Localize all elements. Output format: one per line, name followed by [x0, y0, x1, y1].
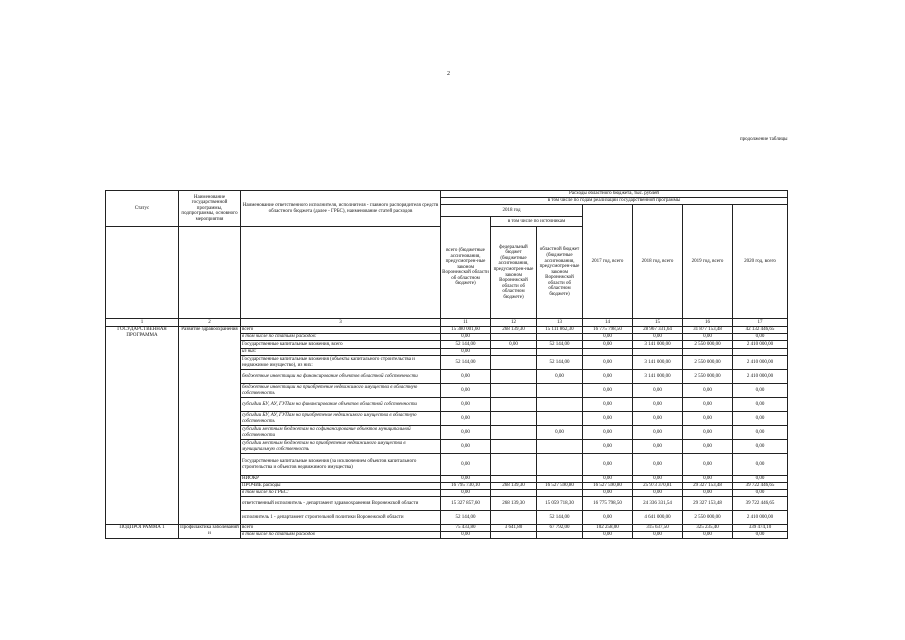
- row-value: [537, 334, 583, 341]
- row-value: 325 235,40: [683, 525, 733, 532]
- row-value: 268 139,30: [491, 327, 537, 334]
- row-value: 0,00: [683, 476, 733, 483]
- row-value: 0,00: [441, 440, 491, 454]
- header-2020-total: 2020 год, всего: [733, 205, 788, 319]
- row-label: бюджетные инвестиции на финансирование объектов областной собственности: [241, 370, 441, 384]
- row-value: 15 059 718,30: [537, 497, 583, 511]
- header-expenses: Расходы областного бюджета, тыс. рублей: [441, 191, 788, 198]
- row-value: 16 795 730,10: [441, 483, 491, 490]
- column-number: 15: [633, 319, 683, 327]
- row-label: Государственные капитальные вложения, всего: [241, 341, 441, 349]
- row-value: 39 722 446,65: [733, 497, 788, 511]
- row-value: 0,00: [733, 490, 788, 497]
- row-value: 0,00: [633, 334, 683, 341]
- row-value: [537, 454, 583, 476]
- row-label: субсидии БУ, АУ, ГУПам на финансирование объектов областной собственности: [241, 398, 441, 412]
- column-number: 1: [106, 319, 179, 327]
- header-regional: областной бюджет (бюджетные ассигнования, предусмотрен-ные законом Воронежской области об областном бюджете): [537, 227, 583, 319]
- row-value: 0,00: [583, 532, 633, 539]
- column-number: 3: [241, 319, 441, 327]
- column-number: 12: [491, 319, 537, 327]
- row-value: [491, 440, 537, 454]
- row-value: 0,00: [733, 440, 788, 454]
- page-number: 2: [447, 71, 450, 77]
- row-label: из них:: [241, 349, 441, 356]
- row-value: [491, 454, 537, 476]
- row-value: 16 527 590,80: [537, 483, 583, 490]
- row-value: 268 139,30: [491, 483, 537, 490]
- row-value: 52 144,00: [441, 356, 491, 370]
- row-value: 29 327 153,48: [683, 483, 733, 490]
- row-value: 0,00: [633, 532, 683, 539]
- row-value: 31 877 153,48: [683, 327, 733, 334]
- row-value: 0,00: [583, 511, 633, 525]
- row-label: всего: [241, 525, 441, 532]
- column-number: 16: [683, 319, 733, 327]
- column-number: 14: [583, 319, 633, 327]
- row-value: 0,00: [733, 426, 788, 440]
- row-value: 52 144,00: [441, 341, 491, 349]
- header-total: всего (бюджетные ассигнования, предусмотрен-ные законом Воронежской области об областном бюджете): [441, 217, 491, 319]
- row-value: 0,00: [441, 476, 491, 483]
- row-label: Государственные капитальные вложения (за исключением объектов капитального строительства и объектов недвижимого имущества): [241, 454, 441, 476]
- row-value: 4 641 000,00: [633, 511, 683, 525]
- row-value: 0,00: [683, 490, 733, 497]
- row-value: 0,00: [733, 532, 788, 539]
- row-value: 0,00: [633, 384, 683, 398]
- row-value: 16 775 798,50: [583, 497, 633, 511]
- row-value: 0,00: [683, 398, 733, 412]
- row-program-name: Профилактика заболеваний и: [179, 525, 241, 539]
- row-value: 0,00: [733, 412, 788, 426]
- row-value: 0,00: [683, 454, 733, 476]
- row-value: 0,00: [733, 384, 788, 398]
- row-value: 0,00: [441, 334, 491, 341]
- row-label: ответственный исполнитель - департамент здравоохранения Воронежской области: [241, 497, 441, 511]
- row-value: 15 380 001,60: [441, 327, 491, 334]
- column-number: 2: [179, 319, 241, 327]
- row-value: [537, 384, 583, 398]
- row-value: 2 410 000,00: [733, 511, 788, 525]
- row-value: [537, 398, 583, 412]
- row-value: 0,00: [441, 426, 491, 440]
- row-value: 315 637,50: [633, 525, 683, 532]
- table-row: [106, 525, 788, 532]
- row-value: 24 336 331,54: [633, 497, 683, 511]
- row-value: 25 973 370,81: [633, 483, 683, 490]
- row-value: 339 474,10: [733, 525, 788, 532]
- row-value: [537, 490, 583, 497]
- row-value: 2 550 000,00: [683, 356, 733, 370]
- row-label: субсидии БУ, АУ, ГУПам на приобретение недвижимого имущества в областную собственность: [241, 412, 441, 426]
- row-label: всего: [241, 327, 441, 334]
- row-value: 0,00: [441, 384, 491, 398]
- row-value: [491, 511, 537, 525]
- row-value: 0,00: [683, 532, 733, 539]
- row-value: 0,00: [683, 426, 733, 440]
- row-value: [491, 349, 537, 356]
- row-value: 0,00: [683, 412, 733, 426]
- row-value: 28 967 331,64: [633, 327, 683, 334]
- row-value: 0,00: [733, 476, 788, 483]
- row-label: в том числе по ГРБС:: [241, 490, 441, 497]
- row-value: [537, 349, 583, 356]
- column-number: 13: [537, 319, 583, 327]
- row-value: 0,00: [441, 490, 491, 497]
- row-value: 0,00: [583, 334, 633, 341]
- row-value: [491, 426, 537, 440]
- row-label: Государственные капитальные вложения (объекты капитального строительства и недвижимое имущество), из них:: [241, 356, 441, 370]
- header-by-years: в том числе по годам реализации государственной программы: [441, 198, 788, 205]
- header-executor: Наименование ответственного исполнителя, исполнителя - главного распорядителя средств областного бюджета (далее - ГРБС), наименование статей расходов: [241, 191, 441, 227]
- row-label: бюджетные инвестиции на приобретение недвижимого имущества в областную собственность: [241, 384, 441, 398]
- row-value: 0,00: [633, 426, 683, 440]
- row-value: [633, 349, 683, 356]
- row-value: 0,00: [583, 426, 633, 440]
- row-value: 0,00: [583, 412, 633, 426]
- row-value: 0,00: [733, 334, 788, 341]
- header-by-sources: в том числе по источникам: [491, 217, 583, 227]
- row-value: 0,00: [537, 370, 583, 384]
- row-value: 29 327 153,48: [683, 497, 733, 511]
- row-label: ПРОЧИЕ расходы: [241, 483, 441, 490]
- row-value: 15 111 862,30: [537, 327, 583, 334]
- row-value: [537, 412, 583, 426]
- row-value: 0,00: [537, 426, 583, 440]
- row-value: 15 327 857,60: [441, 497, 491, 511]
- row-status: ПОДПРОГРАММА 1: [106, 525, 179, 539]
- row-value: [491, 334, 537, 341]
- header-2017-total: 2017 год, всего: [583, 205, 633, 319]
- row-value: 0,00: [583, 341, 633, 349]
- row-value: 75 433,80: [441, 525, 491, 532]
- row-value: 0,00: [583, 370, 633, 384]
- row-value: 16 775 798,50: [583, 327, 633, 334]
- row-value: 3 141 000,00: [633, 370, 683, 384]
- row-value: 42 132 446,65: [733, 327, 788, 334]
- row-value: 0,00: [583, 384, 633, 398]
- column-number: 17: [733, 319, 788, 327]
- row-value: 3 641,80: [491, 525, 537, 532]
- row-value: 16 527 590,80: [583, 483, 633, 490]
- row-value: 0,00: [441, 370, 491, 384]
- row-value: 2 550 000,00: [683, 341, 733, 349]
- row-label: НИОКР: [241, 476, 441, 483]
- row-value: [491, 356, 537, 370]
- column-number: 11: [441, 319, 491, 327]
- row-value: 2 550 000,00: [683, 370, 733, 384]
- header-2018-total: 2018 год, всего: [633, 205, 683, 319]
- row-value: 2 410 000,00: [733, 370, 788, 384]
- row-value: [491, 384, 537, 398]
- header-2019-total: 2019 год, всего: [683, 205, 733, 319]
- row-value: 0,00: [583, 476, 633, 483]
- row-value: [537, 476, 583, 483]
- row-value: 39 722 446,65: [733, 483, 788, 490]
- header-name: Наименование государственной программы, подпрограммы, основного мероприятия: [179, 191, 241, 227]
- row-value: 52 144,00: [537, 341, 583, 349]
- row-value: [583, 349, 633, 356]
- row-value: 0,00: [733, 454, 788, 476]
- row-value: 0,00: [633, 412, 683, 426]
- row-value: [491, 476, 537, 483]
- row-value: [491, 412, 537, 426]
- row-value: 3 141 000,00: [633, 356, 683, 370]
- row-value: 0,00: [441, 349, 491, 356]
- row-value: 0,00: [633, 476, 683, 483]
- row-value: 268 139,30: [491, 497, 537, 511]
- row-value: 2 550 000,00: [683, 511, 733, 525]
- row-value: 0,00: [441, 454, 491, 476]
- row-program-name: Развитие здравоохранения: [179, 327, 241, 525]
- row-value: 52 144,00: [537, 511, 583, 525]
- row-label: субсидии местным бюджетам на софинансирование объектов муниципальной собственности: [241, 426, 441, 440]
- row-value: [683, 349, 733, 356]
- row-value: 0,00: [733, 398, 788, 412]
- row-value: 0,00: [683, 384, 733, 398]
- row-value: 102 258,00: [583, 525, 633, 532]
- row-value: 0,00: [441, 398, 491, 412]
- row-value: [537, 532, 583, 539]
- column-numbers-row: [106, 319, 788, 327]
- row-status: ГОСУДАРСТВЕННАЯ ПРОГРАММА: [106, 327, 179, 525]
- row-value: 0,00: [441, 412, 491, 426]
- row-value: [537, 440, 583, 454]
- continuation-note: продолжение таблицы: [740, 137, 788, 142]
- row-value: [733, 349, 788, 356]
- row-label: исполнитель 1 - департамент строительной политики Воронежской области: [241, 511, 441, 525]
- row-label: в том числе по статьям расходов: [241, 532, 441, 539]
- row-label: субсидии местным бюджетам на приобретение недвижимого имущества в муниципальную собственность: [241, 440, 441, 454]
- row-value: [491, 370, 537, 384]
- row-value: 0,00: [683, 440, 733, 454]
- row-value: 0,00: [583, 398, 633, 412]
- row-value: 52 144,00: [441, 511, 491, 525]
- row-label: в том числе по статьям расходов:: [241, 334, 441, 341]
- row-value: 0,00: [583, 454, 633, 476]
- row-value: 3 141 000,00: [633, 341, 683, 349]
- row-value: [491, 490, 537, 497]
- row-value: 0,00: [633, 454, 683, 476]
- row-value: 52 144,00: [537, 356, 583, 370]
- header-2018: 2018 год: [441, 205, 583, 217]
- row-value: [491, 398, 537, 412]
- row-value: 0,00: [583, 490, 633, 497]
- row-value: 2 410 000,00: [733, 341, 788, 349]
- header-status: Статус: [106, 191, 179, 227]
- row-value: 0,00: [683, 334, 733, 341]
- row-value: 0,00: [633, 490, 683, 497]
- row-value: 0,00: [583, 440, 633, 454]
- budget-table: [105, 190, 788, 539]
- row-value: [491, 532, 537, 539]
- row-value: 0,00: [633, 440, 683, 454]
- row-value: 0,00: [633, 398, 683, 412]
- row-value: 0,00: [491, 341, 537, 349]
- table-row: [106, 327, 788, 334]
- row-value: 2 410 000,00: [733, 356, 788, 370]
- row-value: 67 792,00: [537, 525, 583, 532]
- row-value: 0,00: [441, 532, 491, 539]
- header-federal: федеральный бюджет (бюджетные ассигнования, предусмотрен-ные законом Воронежской области об областном бюджете): [491, 227, 537, 319]
- row-value: 0,00: [583, 356, 633, 370]
